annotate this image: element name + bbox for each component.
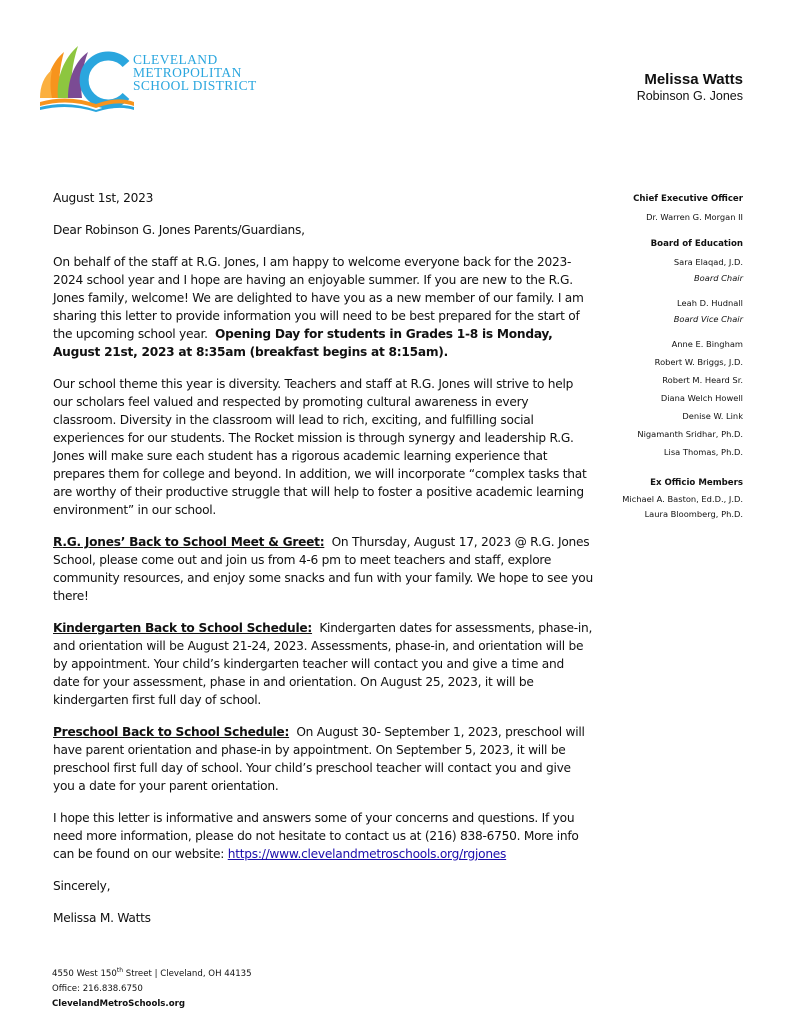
board-chair-name: Sara Elaqad, J.D. <box>673 257 743 267</box>
board-member: Robert M. Heard Sr. <box>662 375 743 385</box>
sender-block <box>637 71 743 104</box>
opening-day-notice: Opening Day for students in Grades 1-8 is Monday, August 21st, 2023 at 8:35am (breakfast begins at 8:15am). <box>53 327 553 359</box>
board-member: Robert W. Briggs, J.D. <box>654 357 743 367</box>
district-name-line-2: METROPOLITAN <box>133 65 242 80</box>
letter-paragraph-theme: Our school theme this year is diversity. Teachers and staff at R.G. Jones will strive to help our scholars feel valued and respected by promoting cultural awareness in every classroom. Diversity in the classroom will lead to rich, exciting, and fulfilling social experiences for our students. The Rocket mission is through synergy and leadership R.G. Jones will make sure each student has a rigorous academic learning experience that prepares them for college and beyond. In addition, we will incorporate “complex tasks that are worthy of their productive struggle that will help to foster a positive academic learning environment” in our school. <box>53 377 587 517</box>
board-chair-title: Board Chair <box>693 273 743 283</box>
preschool-heading: Preschool Back to School Schedule: <box>53 725 290 739</box>
meet-greet-text: On Thursday, August 17, 2023 @ R.G. Jones School, please come out and join us from 4-6 pm to meet teachers and staff, explore community resources, and enjoy some snacks and fun with your family. We hope to see you there! <box>53 535 593 603</box>
letter-footer <box>52 967 252 1012</box>
footer-address-street: 4550 West 150 <box>52 969 117 979</box>
letter-paragraph-contact <box>53 809 593 863</box>
sender-school: Robinson G. Jones <box>636 89 743 103</box>
board-member: Diana Welch Howell <box>660 393 743 403</box>
kindergarten-text: Kindergarten dates for assessments, phase-in, and orientation will be August 21-24, 2023. Assessments, phase-in, and orientation will be by appointment. Your child’s kindergarten teacher will contact you and give a time and date for your assessment, phase in and orientation. On August 25, 2023, it will be kindergarten first full day of school. <box>53 621 593 707</box>
sender-name: Melissa Watts <box>644 71 743 88</box>
kindergarten-heading: Kindergarten Back to School Schedule: <box>53 621 313 635</box>
board-of-education-section <box>543 235 743 461</box>
board-member: Denise W. Link <box>682 411 743 421</box>
ceo-name: Dr. Warren G. Morgan II <box>646 212 743 222</box>
letter-salutation: Dear Robinson G. Jones Parents/Guardians, <box>53 223 305 237</box>
ceo-heading: Chief Executive Officer <box>633 194 743 204</box>
letter-paragraph-kindergarten <box>53 619 593 709</box>
letter-paragraph-preschool <box>53 723 593 795</box>
letter-paragraph-meet-greet <box>53 533 593 605</box>
ex-officio-member: Michael A. Baston, Ed.D., J.D. <box>622 494 743 504</box>
district-logo-icon <box>38 40 138 112</box>
ex-officio-section <box>543 474 743 522</box>
letter-closing: Sincerely, <box>53 879 111 893</box>
ex-officio-member: Laura Bloomberg, Ph.D. <box>644 509 743 519</box>
letter-body <box>53 189 593 941</box>
welcome-text: On behalf of the staff at R.G. Jones, I am happy to welcome everyone back for the 2023-2024 school year and I hope are having an enjoyable summer. If you are new to the R.G. Jones family, welcome! We are delighted to have you as a new member of our family. I am sharing this letter to provide information you will need to be best prepared for the start of the upcoming school year. <box>53 255 584 341</box>
district-name <box>133 53 257 92</box>
preschool-text: On August 30- September 1, 2023, preschool will have parent orientation and phase-in by appointment. On September 5, 2023, it will be preschool first full day of school. Your child’s preschool teacher will contact you and give you a date for your parent orientation. <box>53 725 585 793</box>
footer-address-city: Street | Cleveland, OH 44135 <box>123 969 252 979</box>
board-sidebar <box>543 190 743 522</box>
footer-address-suffix: th <box>116 967 124 975</box>
board-member: Nigamanth Sridhar, Ph.D. <box>637 429 743 439</box>
district-name-line-1: CLEVELAND <box>133 52 218 67</box>
contact-text: I hope this letter is informative and answers some of your concerns and questions. If you need more information, please do not hesitate to contact us at (216) 838-6750. More info can be found on our website: <box>53 811 579 861</box>
board-heading: Board of Education <box>650 239 743 249</box>
letter-signature: Melissa M. Watts <box>53 911 151 925</box>
footer-office-phone: Office: 216.838.6750 <box>52 984 143 994</box>
school-website-link[interactable]: https://www.clevelandmetroschools.org/rgjones <box>227 847 507 861</box>
district-logo <box>38 40 283 112</box>
ceo-section <box>543 190 743 226</box>
letter-paragraph-welcome <box>53 253 593 361</box>
board-member: Anne E. Bingham <box>671 339 743 349</box>
board-vice-chair-title: Board Vice Chair <box>673 314 743 324</box>
letter-date: August 1st, 2023 <box>53 191 154 205</box>
board-vice-chair-name: Leah D. Hudnall <box>677 298 743 308</box>
meet-greet-heading: R.G. Jones’ Back to School Meet & Greet: <box>53 535 325 549</box>
board-member: Lisa Thomas, Ph.D. <box>663 447 743 457</box>
district-name-line-3: SCHOOL DISTRICT <box>133 78 257 93</box>
footer-address <box>52 967 252 982</box>
ex-officio-heading: Ex Officio Members <box>650 478 743 488</box>
footer-website: ClevelandMetroSchools.org <box>52 999 185 1009</box>
